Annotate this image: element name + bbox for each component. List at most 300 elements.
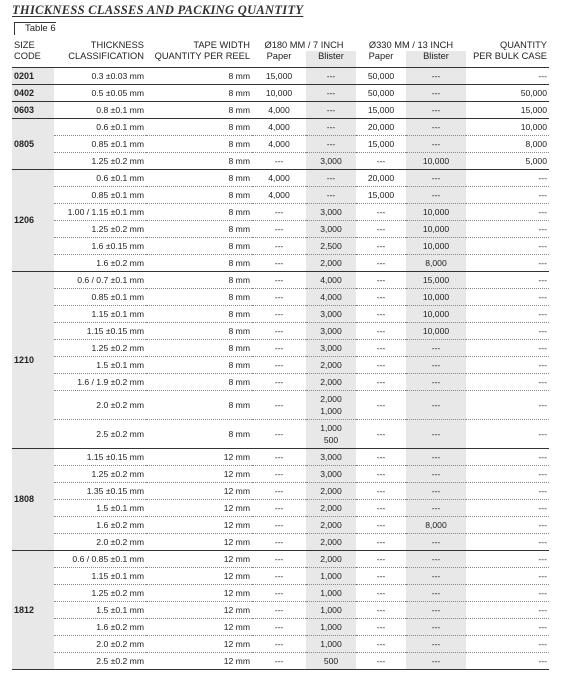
header-bulk [466,35,549,68]
cell-paper-330: --- [356,585,406,602]
cell-tape-width: 8 mm [146,153,252,170]
cell-paper-180: 10,000 [252,85,306,102]
cell-blister-330: --- [406,391,466,420]
cell-blister-330: --- [406,68,466,85]
cell-blister-180: 1,000 [306,585,356,602]
table-row [12,357,549,374]
cell-bulk: --- [466,272,549,289]
cell-paper-330: --- [356,272,406,289]
table-label: Table 6 [14,22,56,35]
cell-blister-330: --- [406,466,466,483]
table-row [12,602,549,619]
cell-paper-330: --- [356,306,406,323]
cell-paper-330: --- [356,391,406,420]
cell-tape-width: 12 mm [146,585,252,602]
cell-paper-330: --- [356,357,406,374]
cell-thickness: 2.5 ±0.2 mm [54,653,146,670]
header-blister-330: Blister [406,51,466,68]
cell-paper-330: --- [356,551,406,568]
cell-paper-180: --- [252,585,306,602]
cell-paper-330: --- [356,534,406,551]
cell-bulk: --- [466,517,549,534]
cell-blister-180: --- [306,170,356,187]
cell-paper-180: 4,000 [252,170,306,187]
cell-blister-330: 10,000 [406,289,466,306]
table-row [12,568,549,585]
cell-blister-180: 1,000 [306,619,356,636]
cell-blister-330: --- [406,357,466,374]
cell-blister-330: 10,000 [406,204,466,221]
cell-size-code: 0805 [12,119,54,170]
table-row [12,221,549,238]
cell-paper-180: --- [252,636,306,653]
cell-tape-width: 8 mm [146,119,252,136]
cell-blister-330: --- [406,136,466,153]
cell-thickness: 1.6 ±0.2 mm [54,255,146,272]
cell-paper-180: --- [252,449,306,466]
table-row [12,500,549,517]
cell-paper-330: --- [356,221,406,238]
cell-blister-180: --- [306,102,356,119]
cell-thickness: 1.15 ±0.15 mm [54,323,146,340]
table-row [12,238,549,255]
table-row [12,449,549,466]
table-row [12,323,549,340]
cell-thickness: 1.5 ±0.1 mm [54,602,146,619]
header-thickness-l2: CLASSIFICATION [68,51,144,61]
table-row [12,483,549,500]
header-bulk-l2: PER BULK CASE [473,51,547,61]
cell-paper-180: --- [252,653,306,670]
table-row [12,534,549,551]
cell-bulk: 15,000 [466,102,549,119]
header-tape-width [146,35,252,68]
cell-blister-180: 3,000 [306,221,356,238]
cell-blister-180: 2,000 [306,255,356,272]
table-row [12,420,549,449]
cell-bulk: --- [466,204,549,221]
cell-paper-180: --- [252,357,306,374]
cell-blister-180: 1,000 [306,568,356,585]
cell-bulk: --- [466,323,549,340]
packing-table [12,35,549,670]
cell-blister-330: 10,000 [406,153,466,170]
cell-bulk: --- [466,187,549,204]
cell-blister-330: 8,000 [406,255,466,272]
cell-tape-width: 8 mm [146,272,252,289]
cell-tape-width: 8 mm [146,221,252,238]
cell-blister-330: 15,000 [406,272,466,289]
cell-paper-180: --- [252,534,306,551]
cell-tape-width: 12 mm [146,500,252,517]
cell-blister-180: --- [306,119,356,136]
table-row [12,636,549,653]
cell-tape-width: 8 mm [146,323,252,340]
cell-blister-330: --- [406,534,466,551]
cell-blister-180: 3,000 [306,204,356,221]
cell-bulk: --- [466,221,549,238]
cell-thickness: 1.5 ±0.1 mm [54,500,146,517]
cell-blister-330: --- [406,568,466,585]
cell-paper-180: --- [252,238,306,255]
cell-tape-width: 12 mm [146,517,252,534]
cell-blister-330: --- [406,449,466,466]
cell-blister-180: 2,000 [306,500,356,517]
cell-size-code: 0603 [12,102,54,119]
cell-blister-330: --- [406,85,466,102]
cell-tape-width: 8 mm [146,170,252,187]
cell-blister-330: --- [406,602,466,619]
cell-tape-width: 8 mm [146,238,252,255]
cell-blister-180: 3,000 [306,340,356,357]
cell-blister-180: 4,000 [306,272,356,289]
cell-tape-width: 8 mm [146,357,252,374]
cell-tape-width: 8 mm [146,85,252,102]
table-row [12,255,549,272]
cell-paper-330: --- [356,568,406,585]
cell-blister-180: 2,000 [306,517,356,534]
cell-thickness: 0.8 ±0.1 mm [54,102,146,119]
cell-tape-width: 8 mm [146,340,252,357]
cell-paper-180: --- [252,255,306,272]
table-row [12,102,549,119]
cell-paper-180: --- [252,619,306,636]
cell-paper-330: --- [356,653,406,670]
cell-paper-180: --- [252,340,306,357]
cell-paper-330: --- [356,420,406,449]
cell-tape-width: 8 mm [146,136,252,153]
cell-paper-180: --- [252,374,306,391]
cell-bulk: --- [466,420,549,449]
table-row [12,289,549,306]
cell-blister-180: --- [306,136,356,153]
cell-paper-180: --- [252,391,306,420]
cell-blister-180: 3,000 [306,306,356,323]
page-title: THICKNESS CLASSES AND PACKING QUANTITY [12,3,304,17]
cell-tape-width: 12 mm [146,466,252,483]
cell-thickness: 0.6 ±0.1 mm [54,170,146,187]
cell-thickness: 0.6 ±0.1 mm [54,119,146,136]
cell-blister-330: --- [406,170,466,187]
cell-bulk: --- [466,170,549,187]
cell-paper-330: 15,000 [356,102,406,119]
cell-paper-330: --- [356,466,406,483]
header-reel-180: Ø180 MM / 7 INCH [264,40,344,50]
cell-thickness: 1.6 ±0.15 mm [54,238,146,255]
cell-blister-180: 3,000 [306,449,356,466]
cell-blister-180: 2,000 [306,551,356,568]
cell-blister-330: 10,000 [406,221,466,238]
cell-paper-180: 15,000 [252,68,306,85]
cell-thickness: 1.5 ±0.1 mm [54,357,146,374]
header-size-l2: CODE [14,51,41,61]
cell-size-code: 0402 [12,85,54,102]
cell-paper-330: 20,000 [356,119,406,136]
cell-paper-180: --- [252,420,306,449]
cell-paper-330: --- [356,374,406,391]
table-row [12,204,549,221]
cell-tape-width: 12 mm [146,619,252,636]
header-size-l1: SIZE [14,40,35,50]
cell-paper-180: --- [252,153,306,170]
cell-paper-180: --- [252,466,306,483]
cell-blister-330: --- [406,500,466,517]
table-row [12,653,549,670]
cell-bulk: --- [466,483,549,500]
cell-paper-180: --- [252,500,306,517]
header-paper-330: Paper [356,51,406,68]
cell-tape-width: 12 mm [146,568,252,585]
cell-paper-330: --- [356,619,406,636]
cell-paper-330: 15,000 [356,136,406,153]
cell-bulk: --- [466,568,549,585]
cell-bulk: --- [466,619,549,636]
table-row [12,68,549,85]
cell-blister-330: --- [406,374,466,391]
table-row [12,187,549,204]
cell-blister-180: 2,000 [306,483,356,500]
cell-bulk: --- [466,391,549,420]
table-row [12,306,549,323]
cell-tape-width: 8 mm [146,255,252,272]
cell-paper-180: 4,000 [252,119,306,136]
cell-size-code: 0201 [12,68,54,85]
cell-bulk: 8,000 [466,136,549,153]
cell-tape-width: 8 mm [146,204,252,221]
cell-paper-330: --- [356,449,406,466]
cell-blister-330: --- [406,636,466,653]
cell-tape-width: 8 mm [146,391,252,420]
table-body [12,68,549,670]
cell-paper-330: --- [356,636,406,653]
table-row [12,585,549,602]
cell-thickness: 0.3 ±0.03 mm [54,68,146,85]
cell-blister-330: 8,000 [406,517,466,534]
header-thickness [54,35,146,68]
cell-bulk: --- [466,357,549,374]
cell-blister-330: --- [406,653,466,670]
cell-paper-330: --- [356,483,406,500]
cell-paper-330: --- [356,153,406,170]
cell-thickness: 1.25 ±0.2 mm [54,585,146,602]
cell-bulk: --- [466,289,549,306]
cell-bulk: 10,000 [466,119,549,136]
cell-thickness: 1.15 ±0.15 mm [54,449,146,466]
cell-blister-180: 1,000 500 [306,420,356,449]
cell-bulk: --- [466,238,549,255]
cell-blister-180: --- [306,187,356,204]
cell-bulk: --- [466,374,549,391]
table-row [12,340,549,357]
cell-paper-180: --- [252,221,306,238]
cell-paper-180: 4,000 [252,136,306,153]
cell-thickness: 1.25 ±0.2 mm [54,221,146,238]
cell-paper-330: 50,000 [356,68,406,85]
cell-tape-width: 8 mm [146,420,252,449]
cell-thickness: 1.25 ±0.2 mm [54,340,146,357]
cell-paper-330: --- [356,500,406,517]
cell-blister-330: --- [406,187,466,204]
cell-blister-330: --- [406,102,466,119]
cell-tape-width: 12 mm [146,534,252,551]
cell-bulk: 5,000 [466,153,549,170]
cell-blister-330: --- [406,619,466,636]
cell-thickness: 1.25 ±0.2 mm [54,153,146,170]
cell-blister-330: 10,000 [406,306,466,323]
cell-bulk: --- [466,551,549,568]
header-tape-l2: QUANTITY PER REEL [154,51,250,61]
cell-blister-330: --- [406,420,466,449]
cell-paper-330: --- [356,255,406,272]
table-row [12,374,549,391]
cell-blister-180: 1,000 [306,636,356,653]
cell-blister-180: --- [306,85,356,102]
cell-paper-180: 4,000 [252,102,306,119]
cell-paper-330: 20,000 [356,170,406,187]
cell-paper-180: 4,000 [252,187,306,204]
cell-thickness: 1.15 ±0.1 mm [54,568,146,585]
table-row [12,119,549,136]
cell-size-code: 1808 [12,449,54,551]
cell-bulk: --- [466,466,549,483]
cell-blister-180: --- [306,68,356,85]
header-size-code [12,35,54,68]
cell-tape-width: 12 mm [146,551,252,568]
cell-thickness: 1.6 ±0.2 mm [54,619,146,636]
table-row [12,619,549,636]
cell-tape-width: 12 mm [146,636,252,653]
cell-tape-width: 8 mm [146,289,252,306]
cell-blister-180: 4,000 [306,289,356,306]
cell-size-code: 1206 [12,170,54,272]
cell-paper-180: --- [252,483,306,500]
cell-blister-180: 1,000 [306,602,356,619]
cell-bulk: --- [466,449,549,466]
cell-bulk: --- [466,500,549,517]
cell-thickness: 2.0 ±0.2 mm [54,534,146,551]
cell-bulk: --- [466,340,549,357]
cell-paper-180: --- [252,289,306,306]
cell-blister-330: --- [406,483,466,500]
cell-tape-width: 12 mm [146,483,252,500]
cell-paper-180: --- [252,306,306,323]
table-row [12,170,549,187]
cell-paper-330: --- [356,289,406,306]
cell-paper-330: --- [356,340,406,357]
cell-blister-180: 3,000 [306,323,356,340]
header-bulk-l1: QUANTITY [499,40,547,50]
cell-thickness: 0.85 ±0.1 mm [54,136,146,153]
cell-size-code: 1812 [12,551,54,670]
cell-thickness: 1.25 ±0.2 mm [54,466,146,483]
cell-bulk: --- [466,636,549,653]
table-row [12,153,549,170]
cell-bulk: --- [466,68,549,85]
table-row [12,391,549,420]
cell-paper-180: --- [252,551,306,568]
cell-blister-180: 2,000 [306,374,356,391]
table-row [12,551,549,568]
cell-tape-width: 8 mm [146,187,252,204]
table-row [12,85,549,102]
header-thickness-l1: THICKNESS [90,40,144,50]
cell-paper-330: --- [356,238,406,255]
cell-blister-180: 2,000 [306,357,356,374]
cell-blister-330: --- [406,585,466,602]
cell-bulk: --- [466,585,549,602]
cell-tape-width: 8 mm [146,374,252,391]
cell-blister-330: --- [406,340,466,357]
cell-blister-180: 2,000 1,000 [306,391,356,420]
cell-paper-180: --- [252,323,306,340]
cell-paper-180: --- [252,272,306,289]
cell-tape-width: 12 mm [146,449,252,466]
cell-blister-330: --- [406,551,466,568]
cell-paper-330: --- [356,602,406,619]
cell-paper-330: --- [356,204,406,221]
cell-bulk: --- [466,255,549,272]
cell-blister-180: 2,000 [306,534,356,551]
header-reel-330: Ø330 MM / 13 INCH [368,40,454,50]
cell-blister-180: 3,000 [306,153,356,170]
cell-blister-180: 500 [306,653,356,670]
cell-paper-330: --- [356,323,406,340]
header-blister-180: Blister [306,51,356,68]
cell-paper-180: --- [252,568,306,585]
cell-tape-width: 12 mm [146,602,252,619]
cell-blister-330: --- [406,119,466,136]
cell-bulk: 50,000 [466,85,549,102]
cell-thickness: 0.6 / 0.7 ±0.1 mm [54,272,146,289]
cell-tape-width: 8 mm [146,306,252,323]
table-row [12,272,549,289]
cell-blister-180: 3,000 [306,466,356,483]
cell-blister-330: 10,000 [406,238,466,255]
cell-blister-330: 10,000 [406,323,466,340]
cell-thickness: 0.85 ±0.1 mm [54,289,146,306]
cell-tape-width: 8 mm [146,68,252,85]
cell-size-code: 1210 [12,272,54,449]
cell-blister-180: 2,500 [306,238,356,255]
cell-thickness: 1.6 / 1.9 ±0.2 mm [54,374,146,391]
cell-thickness: 1.15 ±0.1 mm [54,306,146,323]
header-paper-180: Paper [252,51,306,68]
cell-paper-180: --- [252,602,306,619]
cell-thickness: 0.6 / 0.85 ±0.1 mm [54,551,146,568]
table-row [12,136,549,153]
cell-tape-width: 8 mm [146,102,252,119]
cell-paper-330: 15,000 [356,187,406,204]
cell-bulk: --- [466,534,549,551]
header-tape-l1: TAPE WIDTH [193,40,250,50]
cell-bulk: --- [466,653,549,670]
table-row [12,517,549,534]
cell-thickness: 0.5 ±0.05 mm [54,85,146,102]
cell-paper-180: --- [252,517,306,534]
cell-paper-330: --- [356,517,406,534]
cell-bulk: --- [466,602,549,619]
cell-thickness: 1.6 ±0.2 mm [54,517,146,534]
cell-tape-width: 12 mm [146,653,252,670]
cell-thickness: 0.85 ±0.1 mm [54,187,146,204]
cell-thickness: 2.0 ±0.2 mm [54,391,146,420]
cell-thickness: 2.5 ±0.2 mm [54,420,146,449]
cell-thickness: 1.00 / 1.15 ±0.1 mm [54,204,146,221]
cell-bulk: --- [466,306,549,323]
cell-paper-180: --- [252,204,306,221]
table-row [12,466,549,483]
cell-thickness: 1.35 ±0.15 mm [54,483,146,500]
